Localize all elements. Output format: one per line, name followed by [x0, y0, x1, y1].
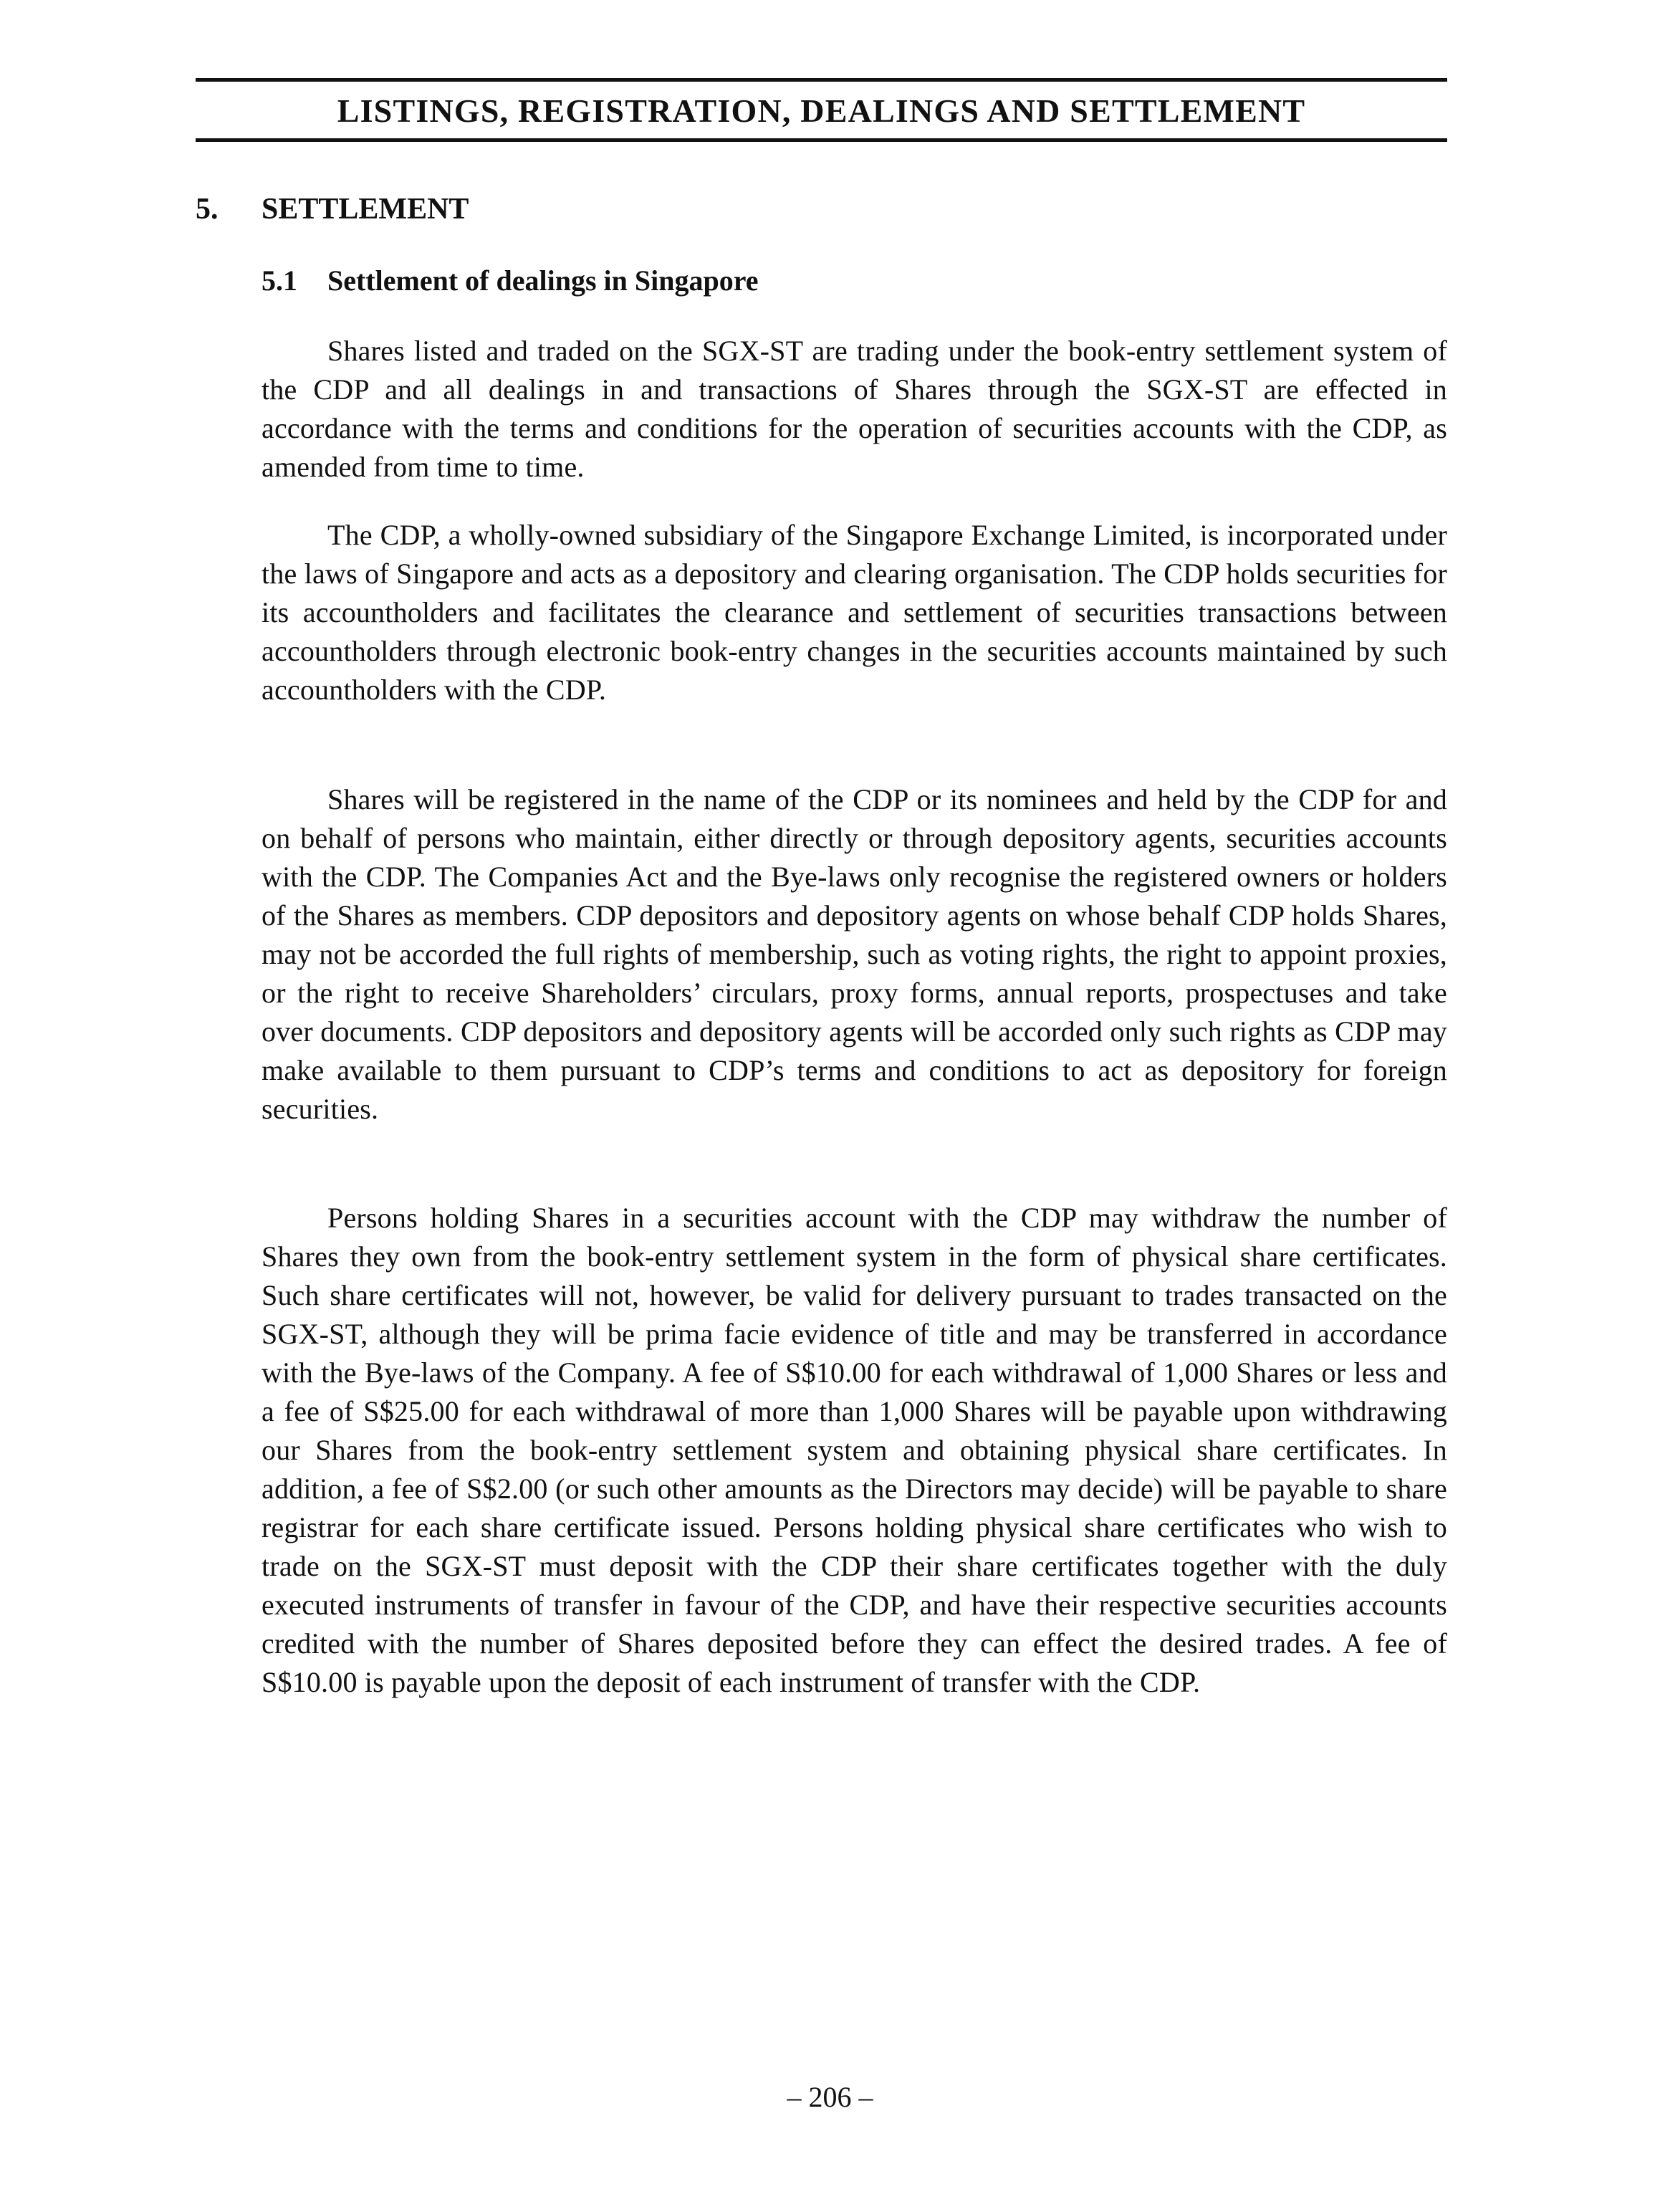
header-bottom-rule	[196, 138, 1447, 142]
section-heading	[196, 188, 469, 231]
subsection-number: 5.1	[262, 264, 297, 297]
paragraph-cdp-description: The CDP, a wholly-owned subsidiary of the Singapore Exchange Limited, is incorporated under the laws of Singapore and acts as a depository and clearing organisation. The CDP holds securities for its accountholders and facilitates the clearance and settlement of securities transactions between accountholders through electronic book-entry changes in the securities accounts maintained by such accountholders with the CDP.	[262, 519, 1447, 706]
paragraph-share-registration: Shares will be registered in the name of the CDP or its nominees and held by the CDP for and on behalf of persons who maintain, either directly or through depository agents, securities accounts with the CDP. The Companies Act and the Bye-laws only recognise the registered owners or holders of the Shares as members. CDP depositors and depository agents on whose behalf CDP holds Shares, may not be accorded the full rights of membership, such as voting rights, the right to appoint proxies, or the right to receive Shareholders’ circulars, proxy forms, annual reports, prospectuses and take over documents. CDP depositors and depository agents will be accorded only such rights as CDP may make available to them pursuant to CDP’s terms and conditions to act as depository for foreign securities.	[262, 783, 1447, 1125]
section-number: 5.	[196, 193, 219, 226]
page-number: – 206 –	[787, 2081, 873, 2113]
paragraph-book-entry-settlement: Shares listed and traded on the SGX-ST are trading under the book-entry settlement system of the CDP and all dealings in and transactions of Shares through the SGX-ST are effected in accordance with the terms and conditions for the operation of securities accounts with the CDP, as amended from time to time.	[262, 335, 1447, 483]
paragraph-physical-certificates: Persons holding Shares in a securities account with the CDP may withdraw the number of Shares they own from the book-entry settlement system in the form of physical share certificates. Such share certificates will not, however, be valid for delivery pursuant to trades transacted on the SGX-ST, although they will be prima facie evidence of title and may be transferred in accordance with the Bye-laws of the Company. A fee of S$10.00 for each withdrawal of 1,000 Shares or less and a fee of S$25.00 for each withdrawal of more than 1,000 Shares will be payable upon withdrawing our Shares from the book-entry settlement system and obtaining physical share certificates. In addition, a fee of S$2.00 (or such other amounts as the Directors may decide) will be payable to share registrar for each share certificate issued. Persons holding physical share certificates who wish to trade on the SGX-ST must deposit with the CDP their share certificates together with the duly executed instruments of transfer in favour of the CDP, and have their respective securities accounts credited with the number of Shares deposited before they can effect the desired trades. A fee of S$10.00 is payable upon the deposit of each instrument of transfer with the CDP.	[262, 1202, 1447, 1698]
page-header-title: LISTINGS, REGISTRATION, DEALINGS AND SETTLEMENT	[337, 92, 1306, 129]
subsection-heading	[262, 259, 759, 302]
section-title: SETTLEMENT	[262, 193, 469, 226]
subsection-title: Settlement of dealings in Singapore	[327, 264, 759, 297]
header-top-rule	[196, 78, 1447, 82]
